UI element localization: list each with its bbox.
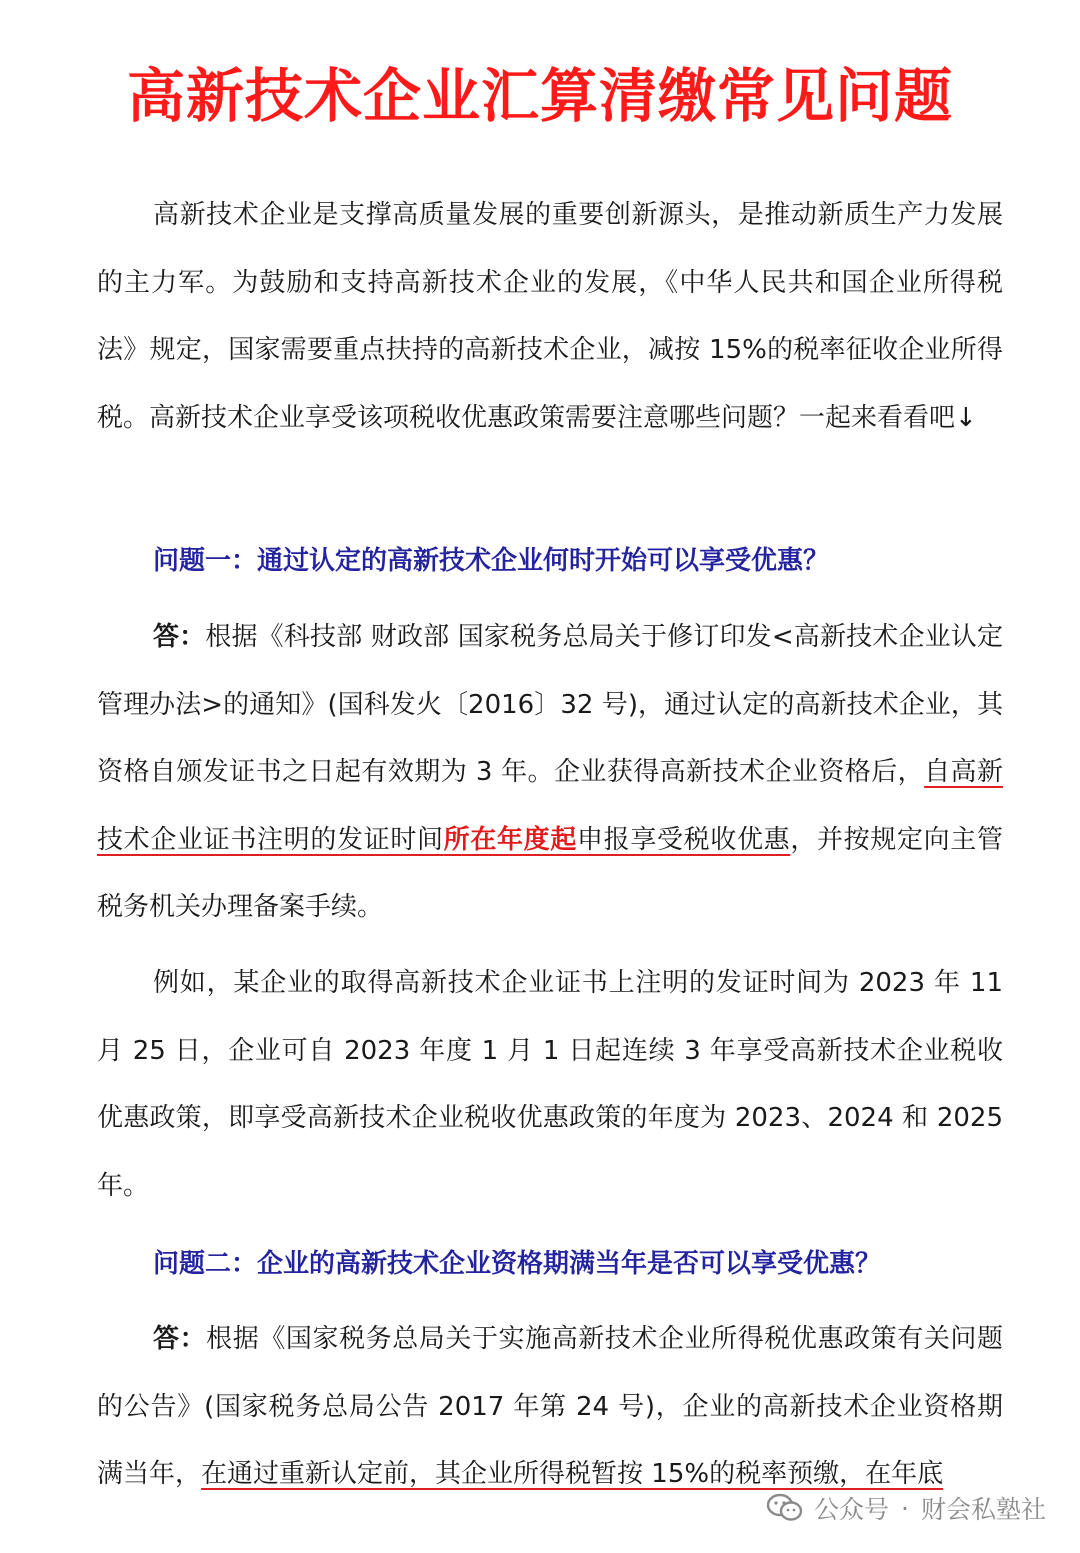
- wechat-icon: [766, 1493, 804, 1523]
- answer-1-underline-b: 申报享受税收优惠: [576, 824, 791, 855]
- answer-2-underline: 在通过重新认定前，其企业所得税暂按 15%的税率预缴，在年底: [201, 1459, 944, 1489]
- intro-paragraph: 高新技术企业是支撑高质量发展的重要创新源头，是推动新质生产力发展的主力军。为鼓励和支持高新技术企业的发展，《中华人民共和国企业所得税法》规定，国家需要重点扶持的高新技术企业，减按 15%的税率征收企业所得税。高新技术企业享受该项税收优惠政策需要注意哪些问题？一起来看看吧↓: [97, 200, 1003, 433]
- watermark-prefix: 公众号: [814, 1495, 890, 1524]
- answer-2-paragraph: [97, 1306, 1003, 1509]
- answer-1-label: 答：: [153, 622, 206, 652]
- watermark-name: 财会私塾社: [920, 1495, 1046, 1524]
- answer-1-text: 根据《科技部 财政部 国家税务总局关于修订印发<高新技术企业认定管理办法>的通知》(国科发火〔2016〕32 号)，通过认定的高新技术企业，其资格自颁发证书之日起有效期为 3 年。企业获得高新技术企业资格后，: [97, 622, 1003, 787]
- answer-1-paragraph: [97, 604, 1003, 942]
- question-2-heading: 问题二：企业的高新技术企业资格期满当年是否可以享受优惠？: [153, 1249, 882, 1279]
- answer-1-highlight: 所在年度起: [443, 824, 577, 855]
- example-paragraph: 例如，某企业的取得高新技术企业证书上注明的发证时间为 2023 年 11 月 25 日，企业可自 2023 年度 1 月 1 日起连续 3 年享受高新技术企业税收优惠政策，即享受高新技术企业税收优惠政策的年度为 2023、2024 和 2025 年。: [97, 968, 1003, 1201]
- answer-1-underline-a: 自高新技术企业证书注明的发证时间: [97, 757, 1003, 855]
- answer-2-label: 答：: [153, 1324, 207, 1354]
- answer-2-text: 根据《国家税务总局关于实施高新技术企业所得税优惠政策有关问题的公告》(国家税务总局公告 2017 年第 24 号)，企业的高新技术企业资格期满当年，: [97, 1324, 1003, 1489]
- question-1-heading: 问题一：通过认定的高新技术企业何时开始可以享受优惠？: [153, 546, 830, 576]
- watermark: [766, 1488, 1046, 1528]
- watermark-dot: ·: [901, 1493, 909, 1523]
- page-title: 高新技术企业汇算清缴常见问题: [126, 62, 953, 130]
- answer-1-text-end: ，并按规定向主管税务机关办理备案手续。: [97, 824, 1003, 922]
